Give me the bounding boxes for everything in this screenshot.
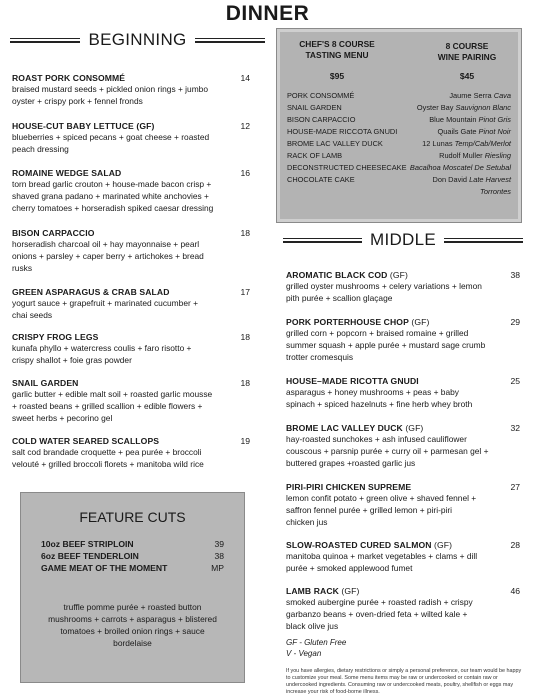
item-desc: black olive jus [286, 621, 339, 631]
item-desc: cherry tomatoes + horseradish spiked caesar dressing [12, 203, 214, 213]
item-name: GREEN ASPARAGUS & CRAB SALAD [12, 287, 170, 297]
item-desc: velouté + grilled broccoli florets + manitoba wild rice [12, 459, 204, 469]
menu-item [12, 436, 250, 470]
menu-item [12, 168, 250, 214]
item-name: LAMB RACK (GF) [286, 586, 360, 596]
menu-item [286, 540, 520, 574]
item-price: 18 [240, 378, 250, 388]
item-desc: buttered grapes +roasted garlic jus [286, 458, 416, 468]
feature-cuts-title: FEATURE CUTS [79, 509, 186, 525]
menu-item [286, 270, 520, 304]
menu-item [12, 287, 250, 321]
page-title: DINNER [225, 2, 310, 25]
middle-heading-text: MIDDLE [369, 230, 437, 249]
item-name: PORK PORTERHOUSE CHOP (GF) [286, 317, 430, 327]
feature-cuts-panel [20, 492, 245, 683]
item-desc: trotter cromesquis [286, 352, 354, 362]
item-desc: smoked aubergine purée + roasted radish + crispy [286, 597, 473, 607]
item-desc: saffron fennel purée + grilled lemon + piri-piri [286, 505, 453, 515]
item-price: 38 [510, 270, 520, 280]
item-desc: + roasted beans + grilled scallion + edible flowers + [12, 401, 203, 411]
item-desc: torn bread garlic crouton + house-made bacon crisp + [12, 179, 212, 189]
allergy-notice: If you have allergies, dietary restrictions or simply a personal preference, our team would be happy to customize your meal. Some menu items may be raw or undercooked or contain raw or undercooked ingredients. Consuming raw or undercooked meats, poultry, shellfish or eggs may increase your risk of food-borne illness. [286, 668, 522, 695]
item-price: 14 [240, 73, 250, 83]
item-desc: oyster + crispy pork + fennel fronds [12, 96, 143, 106]
feature-cut: GAME MEAT OF THE MOMENT MP [41, 563, 224, 573]
item-price: 12 [240, 121, 250, 131]
item-name: PIRI-PIRI CHICKEN SUPREME [286, 482, 412, 492]
item-desc: onions + parsley + caper berry + artichokes + bread [12, 251, 204, 261]
item-name: CRISPY FROG LEGS [12, 332, 99, 342]
wine-pairing-price: $45 [459, 71, 475, 81]
item-price: 25 [510, 376, 520, 386]
item-desc: grilled corn + popcorn + braised romaine + grilled [286, 328, 469, 338]
menu-item [12, 73, 250, 107]
item-desc: summer squash + apple purée + mustard sage crumb [286, 340, 486, 350]
pairing-line: SNAIL GARDEN Oyster Bay Sauvignon Blanc [287, 103, 511, 112]
item-price: 46 [510, 586, 520, 596]
heading-rule [283, 238, 362, 243]
item-desc: salt cod brandade croquette + pea purée + broccoli [12, 447, 202, 457]
item-desc: manitoba quinoa + market vegetables + clams + dill [286, 551, 478, 561]
item-desc: peach dressing [12, 144, 69, 154]
item-desc: sweet herbs + pecorino gel [12, 413, 113, 423]
item-name: BISON CARPACCIO [12, 228, 95, 238]
item-name: COLD WATER SEARED SCALLOPS [12, 436, 160, 446]
item-desc: lemon confit potato + green olive + shaved fennel + [286, 493, 477, 503]
item-desc: rusks [12, 263, 33, 273]
item-desc: yogurt sauce + grapefruit + marinated cucumber + [12, 298, 198, 308]
item-name: ROAST PORK CONSOMMÉ [12, 73, 126, 83]
item-desc: hay-roasted sunchokes + ash infused cauliflower [286, 434, 467, 444]
beginning-heading [10, 30, 265, 50]
item-name: BROME LAC VALLEY DUCK (GF) [286, 423, 424, 433]
pairing-line: BISON CARPACCIO Blue Mountain Pinot Gris [287, 115, 511, 124]
item-desc: garbanzo beans + oven-dried feta + wilted kale + [286, 609, 468, 619]
item-desc: chai seeds [12, 310, 53, 320]
wine-pairing-title: 8 COURSE WINE PAIRING [437, 41, 497, 62]
pairing-line: HOUSE-MADE RICCOTA GNUDI Quails Gate Pinot Noir [287, 127, 511, 136]
heading-rule [10, 38, 80, 43]
item-desc: braised mustard seeds + pickled onion rings + jumbo [12, 84, 208, 94]
feature-cuts-desc: truffle pomme purée + roasted button mushrooms + carrots + asparagus + blistered tomatoes + broiled onion rings + sauce bordelaise [48, 602, 217, 648]
item-desc: spinach + spiced hazelnuts + fine herb whey broth [286, 399, 473, 409]
item-name: HOUSE–MADE RICOTTA GNUDI [286, 376, 419, 386]
feature-cut: 6oz BEEF TENDERLOIN 38 [41, 551, 224, 561]
feature-cut: 10oz BEEF STRIPLOIN 39 [41, 539, 224, 549]
menu-item [286, 376, 520, 410]
item-desc: purée + smoked applewood fumet [286, 563, 413, 573]
item-price: 18 [240, 332, 250, 342]
tasting-menu-price: $95 [329, 71, 345, 81]
item-price: 32 [510, 423, 520, 433]
item-name: ROMAINE WEDGE SALAD [12, 168, 122, 178]
menu-item [12, 378, 250, 424]
item-price: 16 [240, 168, 250, 178]
heading-rule [444, 238, 523, 243]
item-desc: horseradish charcoal oil + hay mayonnaise + pearl [12, 239, 200, 249]
pairing-line: PORK CONSOMMÉ Jaume Serra Cava [287, 91, 511, 100]
legend-vegan: V - Vegan [286, 649, 322, 658]
item-desc: garlic butter + edible malt soil + roasted garlic mousse [12, 389, 213, 399]
menu-item [12, 121, 250, 155]
item-desc: kunafa phyllo + watercress coulis + faro risotto + [12, 343, 192, 353]
item-desc: grilled oyster mushrooms + celery variations + lemon [286, 281, 482, 291]
item-price: 28 [510, 540, 520, 550]
item-price: 27 [510, 482, 520, 492]
item-price: 19 [240, 436, 250, 446]
pairing-line: CHOCOLATE CAKE Don David Late Harvest [287, 175, 511, 184]
pairing-line: BROME LAC VALLEY DUCK 12 Lunas Temp/Cab/Merlot [287, 139, 511, 148]
menu-item [286, 586, 520, 632]
item-price: 29 [510, 317, 520, 327]
item-desc: couscous + parsnip purée + curry oil + parmesan gel + [286, 446, 489, 456]
heading-rule [195, 38, 265, 43]
item-name: AROMATIC BLACK COD (GF) [286, 270, 408, 280]
middle-heading [283, 230, 523, 250]
menu-item [12, 332, 250, 366]
item-desc: crispy shallot + foie gras powder [12, 355, 132, 365]
item-price: 18 [240, 228, 250, 238]
pairing-line: Torrontes [480, 187, 511, 196]
item-name: SLOW-ROASTED CURED SALMON (GF) [286, 540, 453, 550]
chef-tasting-panel [276, 28, 522, 223]
tasting-menu-title: CHEF'S 8 COURSE TASTING MENU [299, 39, 375, 60]
item-desc: shaved grana padano + marinated white anchovies + [12, 191, 209, 201]
legend-gluten-free: GF - Gluten Free [286, 638, 347, 647]
menu-item [12, 228, 250, 274]
item-desc: chicken jus [286, 517, 328, 527]
menu-item [286, 482, 520, 528]
item-desc: pith purée + scallion glaçage [286, 293, 393, 303]
beginning-heading-text: BEGINNING [88, 30, 187, 49]
pairing-line: RACK OF LAMB Rudolf Muller Riesling [287, 151, 511, 160]
menu-item [286, 317, 520, 363]
pairing-line: DECONSTRUCTED CHEESECAKE Bacalhoa Moscatel De Setubal [287, 163, 511, 172]
item-desc: blueberries + spiced pecans + goat cheese + roasted [12, 132, 210, 142]
item-name: SNAIL GARDEN [12, 378, 79, 388]
menu-item [286, 423, 520, 469]
item-name: HOUSE-CUT BABY LETTUCE (GF) [12, 121, 155, 131]
item-price: 17 [240, 287, 250, 297]
item-desc: asparagus + honey mushrooms + peas + baby [286, 387, 459, 397]
